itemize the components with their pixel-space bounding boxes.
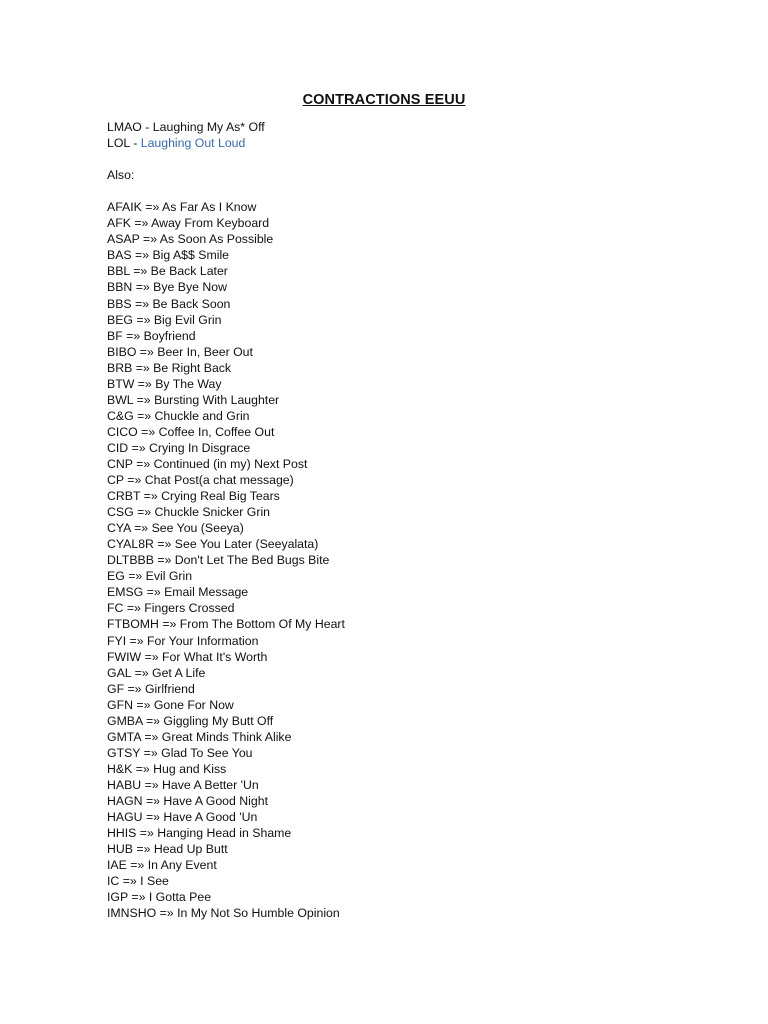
blank-line xyxy=(107,151,345,167)
entry-abbreviation: CYA xyxy=(107,521,131,536)
entry-separator: =» xyxy=(136,826,158,841)
entry-abbreviation: CNP xyxy=(107,456,133,471)
entry-meaning: Bursting With Laughter xyxy=(154,392,280,407)
entry-separator: =» xyxy=(142,810,164,825)
entry-meaning: Big Evil Grin xyxy=(153,312,222,327)
entry-meaning: Continued (in my) Next Post xyxy=(153,456,308,471)
entry-separator: =» xyxy=(156,906,178,921)
entry-abbreviation: BBL xyxy=(107,264,130,279)
intro-meaning-link[interactable]: Laughing Out Loud xyxy=(140,136,246,151)
entry-abbreviation: FYI xyxy=(107,633,127,648)
entry-abbreviation: GMTA xyxy=(107,729,141,744)
entry-meaning: Girlfriend xyxy=(144,681,195,696)
entry-abbreviation: IMNSHO xyxy=(107,906,157,921)
intro-line xyxy=(107,119,345,135)
list-item xyxy=(107,360,345,376)
list-item xyxy=(107,376,345,392)
entry-abbreviation: CYAL8R xyxy=(107,537,154,552)
entry-abbreviation: BBN xyxy=(107,280,133,295)
list-item xyxy=(107,536,345,552)
entry-meaning: See You Later (Seeyalata) xyxy=(174,537,319,552)
entry-abbreviation: GMBA xyxy=(107,713,143,728)
entry-separator: =» xyxy=(123,473,145,488)
entry-abbreviation: GAL xyxy=(107,665,132,680)
entry-meaning: Evil Grin xyxy=(145,569,193,584)
entry-meaning: Get A Life xyxy=(152,665,206,680)
entry-separator: =» xyxy=(130,216,152,231)
entry-abbreviation: CID xyxy=(107,440,129,455)
entry-separator: =» xyxy=(119,874,141,889)
entry-meaning: Be Back Soon xyxy=(152,296,231,311)
entry-meaning: I See xyxy=(140,874,169,889)
entry-separator: =» xyxy=(133,505,155,520)
entry-abbreviation: GTSY xyxy=(107,745,141,760)
list-item xyxy=(107,520,345,536)
entry-meaning: Crying Real Big Tears xyxy=(161,489,280,504)
also-label: Also: xyxy=(107,168,135,183)
entry-abbreviation: GF xyxy=(107,681,125,696)
list-item xyxy=(107,889,345,905)
list-item xyxy=(107,247,345,263)
entry-abbreviation: AFAIK xyxy=(107,200,142,215)
entry-abbreviation: BWL xyxy=(107,392,134,407)
entry-separator: =» xyxy=(131,665,153,680)
list-item xyxy=(107,199,345,215)
list-item xyxy=(107,761,345,777)
list-item xyxy=(107,681,345,697)
list-item xyxy=(107,488,345,504)
entry-meaning: Email Message xyxy=(164,585,249,600)
entry-separator: =» xyxy=(142,793,164,808)
list-item xyxy=(107,312,345,328)
list-item xyxy=(107,552,345,568)
list-item xyxy=(107,440,345,456)
entry-meaning: Coffee In, Coffee Out xyxy=(158,424,275,439)
intro-abbr: LMAO xyxy=(107,120,142,134)
list-item xyxy=(107,472,345,488)
entry-meaning: Chuckle Snicker Grin xyxy=(154,505,271,520)
list-item xyxy=(107,424,345,440)
entry-separator: =» xyxy=(153,537,175,552)
intro-separator: - xyxy=(129,136,141,151)
entry-abbreviation: HHIS xyxy=(107,826,137,841)
entry-meaning: In Any Event xyxy=(147,858,217,873)
entry-separator: =» xyxy=(132,312,154,327)
entry-abbreviation: BRB xyxy=(107,360,133,375)
list-item xyxy=(107,584,345,600)
entry-meaning: Hug and Kiss xyxy=(153,761,227,776)
entry-abbreviation: ASAP xyxy=(107,232,140,247)
entry-abbreviation: HAGN xyxy=(107,793,143,808)
entry-separator: =» xyxy=(137,424,159,439)
list-item xyxy=(107,633,345,649)
intro-separator: - xyxy=(141,120,153,134)
entry-meaning: See You (Seeya) xyxy=(151,521,244,536)
list-item xyxy=(107,729,345,745)
entry-separator: =» xyxy=(153,553,175,568)
entry-separator: =» xyxy=(127,890,149,905)
entry-abbreviation: FWIW xyxy=(107,649,142,664)
entry-separator: =» xyxy=(132,456,154,471)
entry-abbreviation: CRBT xyxy=(107,489,141,504)
list-item xyxy=(107,263,345,279)
entry-meaning: Have A Good 'Un xyxy=(163,810,258,825)
entry-abbreviation: C&G xyxy=(107,408,134,423)
page-title: CONTRACTIONS EEUU xyxy=(302,92,466,108)
list-item xyxy=(107,392,345,408)
entry-meaning: Big A$$ Smile xyxy=(152,248,230,263)
entry-abbreviation: AFK xyxy=(107,216,131,231)
entry-abbreviation: IGP xyxy=(107,890,128,905)
list-item xyxy=(107,600,345,616)
list-item xyxy=(107,841,345,857)
entry-abbreviation: DLTBBB xyxy=(107,553,154,568)
entry-meaning: Chuckle and Grin xyxy=(154,408,250,423)
entry-abbreviation: HABU xyxy=(107,777,142,792)
list-item xyxy=(107,793,345,809)
entry-abbreviation: IC xyxy=(107,874,120,889)
entry-separator: =» xyxy=(132,360,154,375)
entry-meaning: Be Back Later xyxy=(150,264,228,279)
intro-abbr: LOL xyxy=(107,136,130,151)
entry-separator: =» xyxy=(141,649,163,664)
list-item xyxy=(107,873,345,889)
entry-abbreviation: BTW xyxy=(107,376,135,391)
entry-separator: =» xyxy=(126,858,148,873)
list-item xyxy=(107,665,345,681)
entry-abbreviation: HUB xyxy=(107,842,133,857)
entry-separator: =» xyxy=(124,569,146,584)
entry-abbreviation: EG xyxy=(107,569,125,584)
list-item xyxy=(107,649,345,665)
entry-separator: =» xyxy=(129,264,151,279)
entry-separator: =» xyxy=(142,713,164,728)
entry-separator: =» xyxy=(133,408,155,423)
entry-abbreviation: CP xyxy=(107,473,124,488)
abbreviation-list xyxy=(107,199,345,921)
entry-meaning: Away From Keyboard xyxy=(151,216,270,231)
entry-meaning: Fingers Crossed xyxy=(144,601,235,616)
list-item xyxy=(107,777,345,793)
entry-separator: =» xyxy=(132,842,154,857)
entry-meaning: Bye Bye Now xyxy=(153,280,227,295)
entry-separator: =» xyxy=(134,376,156,391)
list-item xyxy=(107,825,345,841)
entry-abbreviation: BF xyxy=(107,328,123,343)
entry-separator: =» xyxy=(126,633,147,648)
entry-abbreviation: HAGU xyxy=(107,810,143,825)
entry-meaning: By The Way xyxy=(155,376,222,391)
entry-meaning: Giggling My Butt Off xyxy=(163,713,274,728)
list-item xyxy=(107,279,345,295)
entry-meaning: Chat Post(a chat message) xyxy=(144,473,294,488)
entry-abbreviation: FC xyxy=(107,601,124,616)
entry-abbreviation: BIBO xyxy=(107,344,137,359)
entry-separator: =» xyxy=(131,248,153,263)
entry-meaning: Head Up Butt xyxy=(153,842,228,857)
intro-meaning: Laughing My As* Off xyxy=(152,120,265,134)
list-item xyxy=(107,905,345,921)
entry-separator: =» xyxy=(132,697,154,712)
entry-meaning: As Far As I Know xyxy=(162,200,257,215)
entry-abbreviation: H&K xyxy=(107,761,133,776)
list-item xyxy=(107,296,345,312)
list-item xyxy=(107,408,345,424)
entry-meaning: From The Bottom Of My Heart xyxy=(179,617,345,632)
entry-meaning: Boyfriend xyxy=(143,328,196,343)
entry-meaning: Have A Good Night xyxy=(163,793,268,808)
entry-meaning: As Soon As Possible xyxy=(159,232,274,247)
entry-meaning: Be Right Back xyxy=(153,360,232,375)
list-item xyxy=(107,231,345,247)
entry-separator: =» xyxy=(122,328,144,343)
list-item xyxy=(107,697,345,713)
entry-abbreviation: BBS xyxy=(107,296,132,311)
list-item xyxy=(107,857,345,873)
entry-separator: =» xyxy=(141,200,163,215)
entry-abbreviation: BAS xyxy=(107,248,132,263)
list-item xyxy=(107,745,345,761)
entry-abbreviation: BEG xyxy=(107,312,133,327)
entry-abbreviation: CICO xyxy=(107,424,138,439)
entry-meaning: I Gotta Pee xyxy=(148,890,212,905)
entry-separator: =» xyxy=(123,601,145,616)
list-item xyxy=(107,456,345,472)
entry-meaning: Beer In, Beer Out xyxy=(157,344,253,359)
entry-separator: =» xyxy=(131,296,153,311)
entry-separator: =» xyxy=(133,392,155,407)
entry-separator: =» xyxy=(130,521,152,536)
entry-meaning: In My Not So Humble Opinion xyxy=(177,906,340,921)
entry-separator: =» xyxy=(140,729,162,744)
entry-separator: =» xyxy=(140,489,162,504)
list-item xyxy=(107,713,345,729)
entry-meaning: Great Minds Think Alike xyxy=(161,729,292,744)
entry-meaning: Don't Let The Bed Bugs Bite xyxy=(174,553,330,568)
entry-separator: =» xyxy=(143,585,165,600)
entry-meaning: Hanging Head in Shame xyxy=(157,826,292,841)
entry-abbreviation: CSG xyxy=(107,505,134,520)
entry-abbreviation: EMSG xyxy=(107,585,144,600)
entry-abbreviation: FTBOMH xyxy=(107,617,159,632)
entry-meaning: For Your Information xyxy=(147,633,259,648)
list-item xyxy=(107,344,345,360)
blank-line xyxy=(107,183,345,199)
entry-separator: =» xyxy=(136,344,158,359)
intro-line xyxy=(107,135,345,151)
entry-meaning: Have A Better 'Un xyxy=(162,777,259,792)
entry-meaning: Glad To See You xyxy=(161,745,253,760)
entry-separator: =» xyxy=(128,440,150,455)
entry-meaning: Crying In Disgrace xyxy=(149,440,251,455)
entry-abbreviation: IAE xyxy=(107,858,127,873)
list-item xyxy=(107,504,345,520)
list-item xyxy=(107,568,345,584)
entry-separator: =» xyxy=(132,280,154,295)
entry-separator: =» xyxy=(140,745,162,760)
entry-meaning: Gone For Now xyxy=(153,697,234,712)
entry-separator: =» xyxy=(141,777,163,792)
entry-meaning: For What It's Worth xyxy=(162,649,268,664)
list-item xyxy=(107,328,345,344)
entry-abbreviation: GFN xyxy=(107,697,133,712)
entry-separator: =» xyxy=(158,617,180,632)
document-body xyxy=(107,119,345,921)
entry-separator: =» xyxy=(139,232,160,247)
entry-separator: =» xyxy=(132,761,154,776)
entry-separator: =» xyxy=(124,681,145,696)
list-item xyxy=(107,215,345,231)
list-item xyxy=(107,616,345,632)
list-item xyxy=(107,809,345,825)
